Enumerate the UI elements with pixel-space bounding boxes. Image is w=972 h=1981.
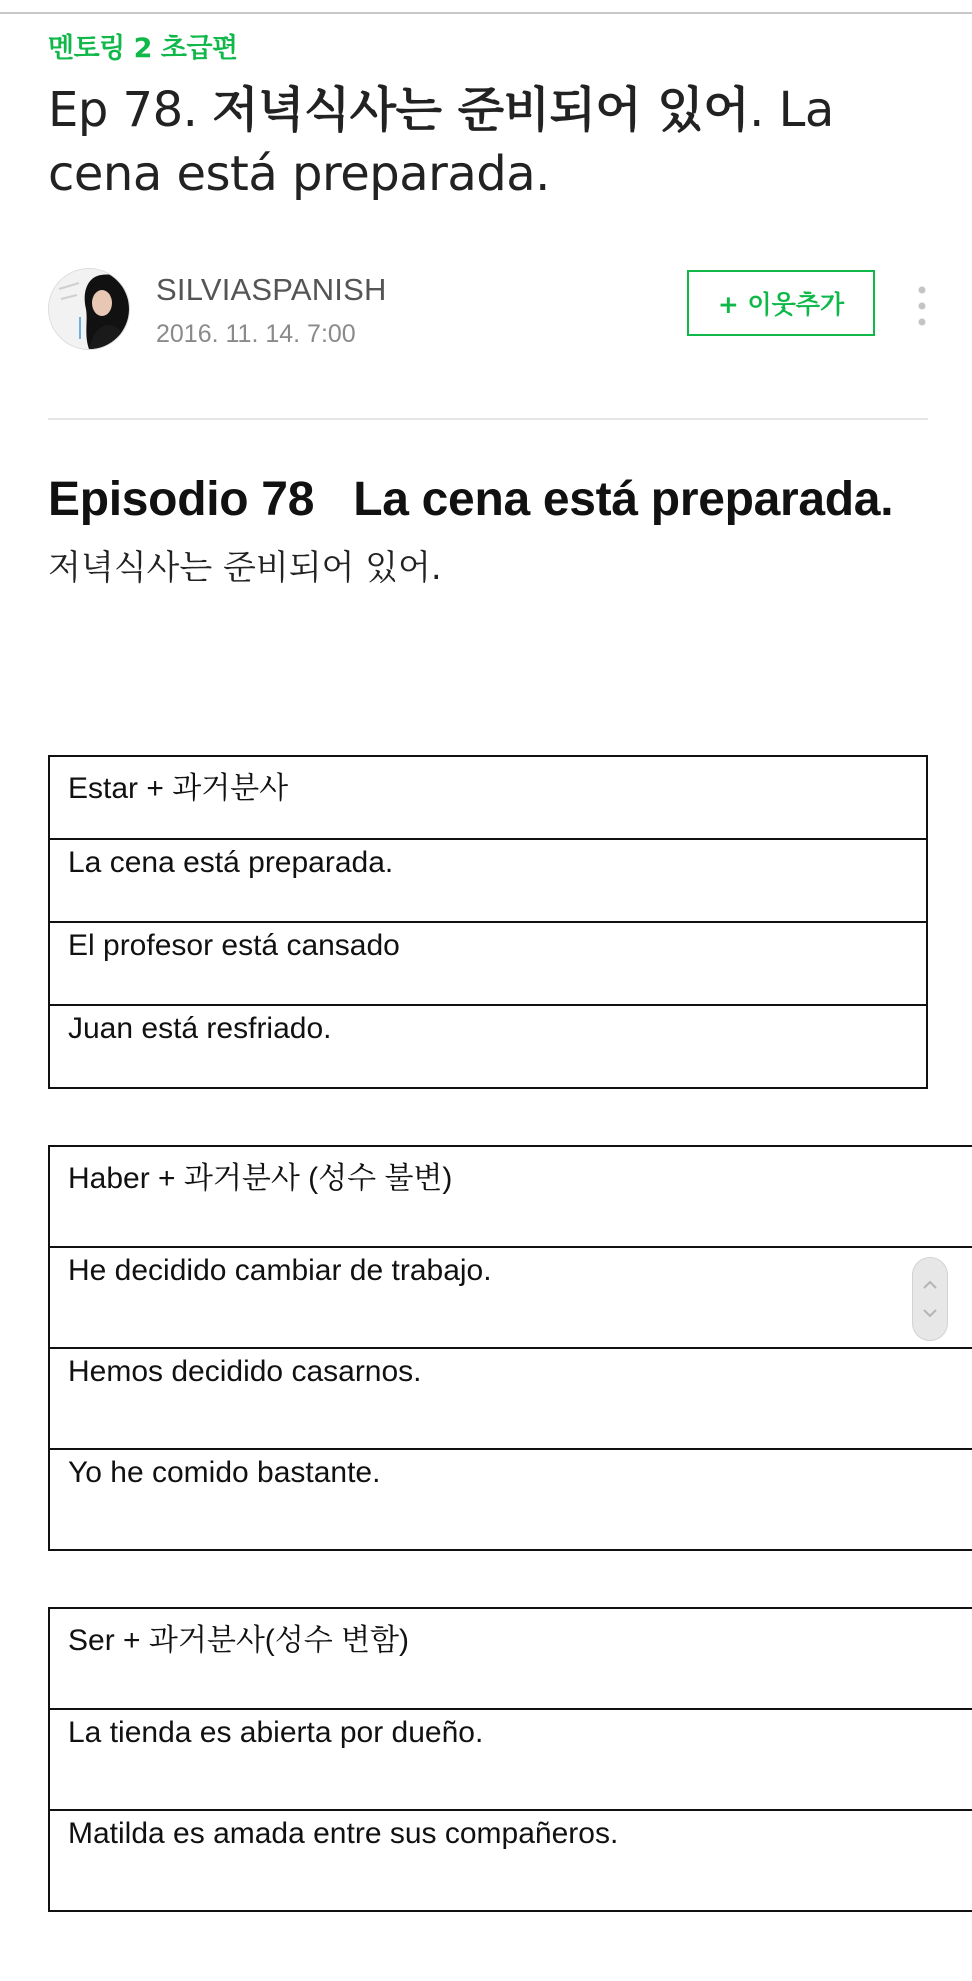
chevron-down-icon (924, 1310, 936, 1316)
scroll-handle[interactable] (912, 1257, 948, 1341)
table-cell: He decidido cambiar de trabajo. (49, 1247, 972, 1348)
table-cell: La cena está preparada. (49, 839, 927, 922)
post-title (48, 78, 928, 206)
add-neighbor-button[interactable] (687, 270, 875, 336)
table-cell: El profesor está cansado (49, 922, 927, 1005)
category-link[interactable]: 멘토링 2 초급편 (48, 33, 238, 64)
table-cell: Matilda es amada entre sus compañeros. (49, 1810, 972, 1911)
grammar-table-ser (48, 1607, 972, 1912)
post-title-prefix: Ep 78. (48, 82, 213, 138)
table-cell: La tienda es abierta por dueño. (49, 1709, 972, 1810)
table-row (49, 756, 927, 839)
table-row (49, 1810, 972, 1911)
table-cell: Estar + 과거분사 (49, 756, 927, 839)
table-cell: Haber + 과거분사 (성수 불변) (49, 1146, 972, 1247)
table-cell: Ser + 과거분사(성수 변함) (49, 1608, 972, 1709)
table-cell: Juan está resfriado. (49, 1005, 927, 1088)
table-row (49, 1005, 927, 1088)
table-row (49, 922, 927, 1005)
post-title-korean: 저녁식사는 준비되어 있어 (212, 82, 750, 138)
grammar-table-estar (48, 755, 928, 1089)
table-cell: Hemos decidido casarnos. (49, 1348, 972, 1449)
chevron-up-icon (924, 1282, 936, 1288)
table-row (49, 839, 927, 922)
grammar-table-haber (48, 1145, 972, 1551)
more-vertical-icon[interactable] (912, 284, 932, 328)
avatar-image (49, 269, 129, 349)
table-row (49, 1348, 972, 1449)
post-date: 2016. 11. 14. 7:00 (156, 320, 356, 348)
top-border (0, 12, 972, 14)
episode-subtitle: 저녁식사는 준비되어 있어. (48, 548, 442, 588)
table-row (49, 1709, 972, 1810)
table-row (49, 1146, 972, 1247)
table-cell: Yo he comido bastante. (49, 1449, 972, 1550)
add-neighbor-label: + 이웃추가 (717, 290, 845, 319)
avatar[interactable] (48, 268, 130, 350)
post-title-suffix: . La cena está preparada. (48, 82, 834, 202)
table-row (49, 1247, 972, 1348)
table-row (49, 1608, 972, 1709)
table-row (49, 1449, 972, 1550)
author-name[interactable]: SILVIASPANISH (156, 272, 387, 307)
episode-title: Episodio 78 La cena está preparada. (48, 473, 894, 526)
header-divider (48, 418, 928, 420)
